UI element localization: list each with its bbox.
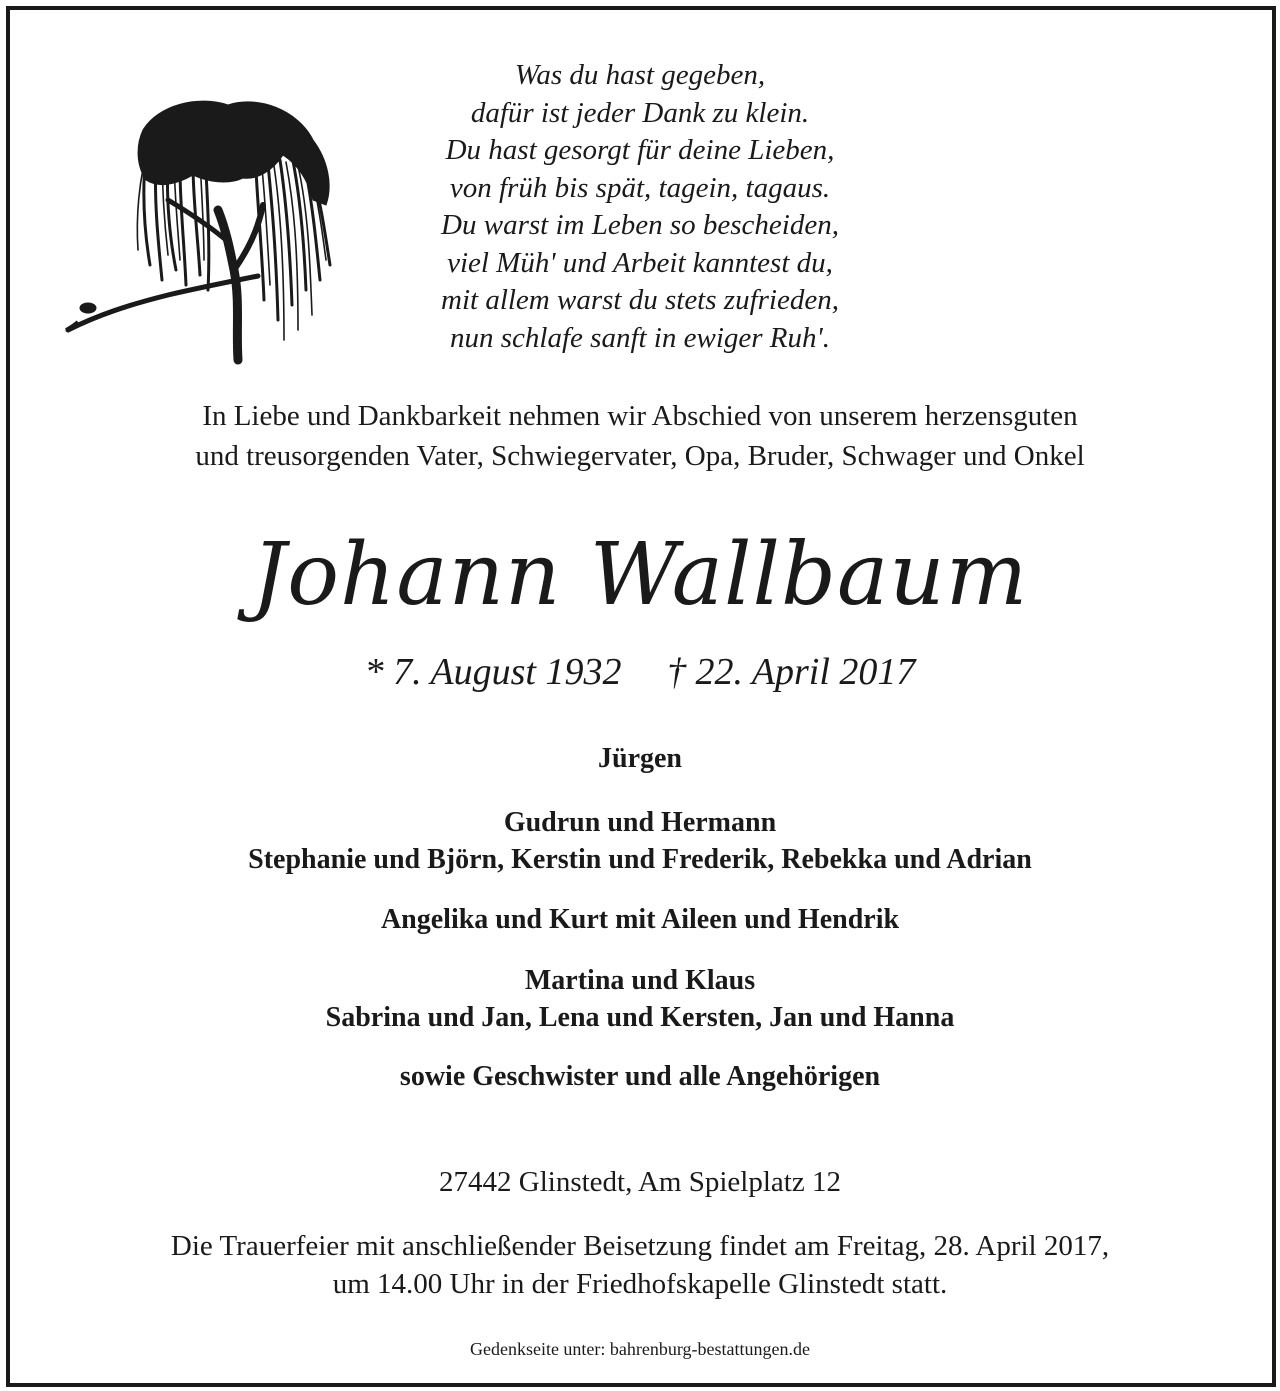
mourner-group [40,901,1240,938]
memorial-page-link: Gedenkseite unter: bahrenburg-bestattungen.de [469,1339,811,1359]
intro-line: und treusorgenden Vater, Schwiegervater, Opa, Bruder, Schwager und Onkel [195,440,1085,472]
poem-line: Du warst im Leben so bescheiden, [441,209,839,241]
poem-line: dafür ist jeder Dank zu klein. [470,96,810,129]
birth-date: * 7. August 1932 [364,651,622,693]
mourner-line: Jürgen [598,743,682,774]
willow-tree-icon [58,90,348,370]
ceremony-line: um 14.00 Uhr in der Friedhofskapelle Glinstedt statt. [332,1268,948,1300]
address-line: 27442 Glinstedt, Am Spielplatz 12 [439,1166,841,1198]
poem-line: von früh bis spät, tagein, tagaus. [449,171,831,204]
poem-line: viel Müh' und Arbeit kanntest du, [447,246,833,279]
death-date: † 22. April 2017 [666,651,916,693]
poem [380,57,900,357]
life-dates [40,647,1240,697]
deceased-name: Johann Wallbaum [251,525,1029,625]
mourner-line: Angelika und Kurt mit Aileen und Hendrik [380,904,900,935]
mourner-group [40,740,1240,777]
poem-line: Du hast gesorgt für deine Lieben, [445,134,835,166]
poem-line: mit allem warst du stets zufrieden, [441,284,839,316]
poem-line: Was du hast gegeben, [514,59,766,91]
mourner-line: Martina und Klaus [524,965,756,996]
mourner-group [40,1058,1240,1095]
poem-line: nun schlafe sanft in ewiger Ruh'. [450,321,830,354]
address [40,1163,1240,1201]
mourner-group [40,962,1240,1036]
ceremony-line: Die Trauerfeier mit anschließender Beisetzung findet am Freitag, 28. April 2017, [170,1230,1110,1262]
mourner-line: Sabrina und Jan, Lena und Kersten, Jan und Hanna [325,1002,955,1033]
intro-line: In Liebe und Dankbarkeit nehmen wir Abschied von unserem herzensguten [202,400,1078,432]
ceremony-info [40,1227,1240,1303]
intro-text [40,396,1240,476]
mourner-group [40,804,1240,878]
mourner-line: Gudrun und Hermann [503,807,777,838]
mourner-line: sowie Geschwister und alle Angehörigen [399,1061,881,1092]
mourner-line: Stephanie und Björn, Kerstin und Frederik, Rebekka und Adrian [248,844,1032,875]
